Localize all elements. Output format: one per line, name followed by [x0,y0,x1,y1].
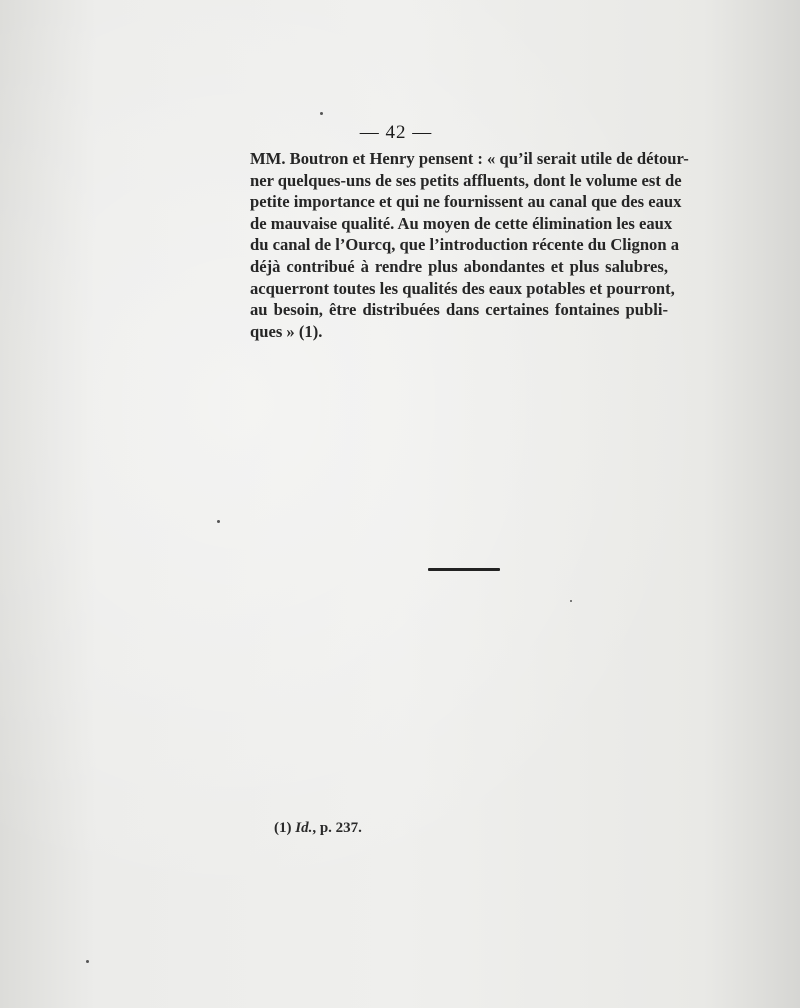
text-line: acquerront toutes les qualités des eaux potables et pourront, [250,278,675,298]
paper-speck [217,520,220,523]
text-line: de mauvaise qualité. Au moyen de cette élimination les eaux [250,213,673,233]
section-divider [428,568,500,571]
text-line: au besoin, être distribuées dans certaines fontaines publi- [250,300,668,320]
paper-speck [320,112,323,115]
footnote-reference: , p. 237. [312,820,362,836]
text-line: déjà contribué à rendre plus abondantes et plus salubres, [250,256,668,276]
text-line: du canal de l’Ourcq, que l’introduction récente du Clignon a [250,235,680,255]
footnote-source: Id. [295,820,313,836]
footnote-marker: (1) [274,820,292,836]
text-line: MM. Boutron et Henry pensent : « qu’il serait utile de détour- [250,149,689,168]
paper-speck [86,960,89,963]
text-line: petite importance et qui ne fournissent au canal que des eaux [250,192,682,212]
footnote [274,820,362,837]
body-paragraph [250,148,689,342]
text-line: ner quelques-uns de ses petits affluents, dont le volume est de [250,170,682,190]
page-number: — 42 — [359,122,433,143]
paper-speck [570,600,572,602]
text-line: ques » (1). [250,321,323,341]
